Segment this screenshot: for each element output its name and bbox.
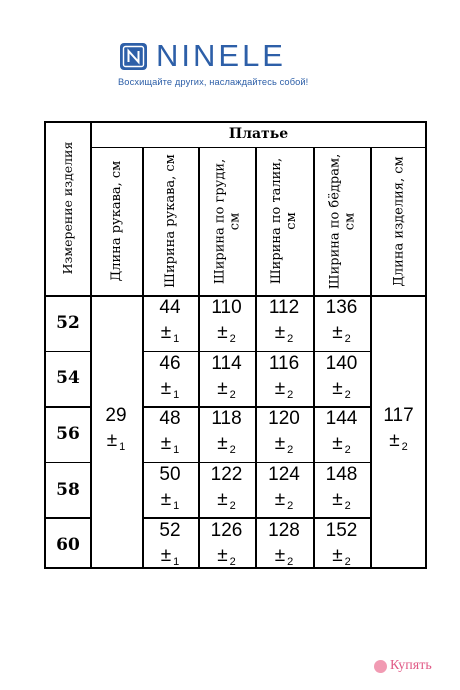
value-number: 116 (268, 352, 300, 374)
value-cell (255, 297, 313, 351)
value-cell (255, 353, 313, 407)
tolerance-value: 2 (229, 555, 236, 568)
value-cell (313, 519, 370, 573)
value-cell (313, 297, 370, 351)
column-header: Ширина рукава, см (162, 154, 178, 288)
size-label: 56 (56, 423, 80, 444)
tolerance-value: 2 (287, 333, 294, 346)
value-tolerance (275, 543, 294, 575)
corner-header: Измерение изделия (59, 141, 75, 275)
column-header: Ширина по груди, см (211, 158, 242, 284)
value-number: 48 (159, 408, 181, 430)
value-cell (198, 519, 255, 573)
plus-minus-sign: ± (217, 377, 228, 399)
plus-minus-sign: ± (389, 429, 400, 451)
value-cell (142, 408, 198, 462)
tolerance-value: 2 (344, 500, 351, 513)
tolerance-value: 2 (229, 388, 236, 401)
value-number: 44 (159, 297, 181, 319)
value-tolerance (275, 487, 294, 519)
value-cell (198, 464, 255, 518)
brand-tagline: Восхищайте других, наслаждайтесь собой! (118, 77, 309, 87)
value-tolerance (389, 428, 408, 460)
value-tolerance (161, 431, 180, 463)
value-cell (142, 297, 198, 351)
value-tolerance (275, 376, 294, 408)
value-cell (255, 408, 313, 462)
product-length-cell (370, 295, 427, 567)
plus-minus-sign: ± (274, 433, 286, 455)
value-number: 124 (268, 464, 300, 486)
size-label: 52 (56, 312, 80, 333)
value-number: 114 (211, 352, 242, 374)
value-tolerance (332, 320, 351, 352)
value-number: 128 (268, 519, 300, 541)
plus-minus-sign: ± (160, 377, 172, 399)
plus-minus-sign: ± (274, 544, 286, 566)
value-number: 118 (211, 408, 242, 430)
value-number: 117 (383, 404, 414, 426)
plus-minus-sign: ± (160, 433, 172, 455)
tolerance-value: 2 (287, 555, 294, 568)
plus-minus-sign: ± (160, 544, 172, 566)
value-number: 152 (325, 519, 358, 541)
plus-minus-sign: ± (332, 322, 343, 344)
value-number: 110 (211, 297, 242, 319)
value-cell (198, 297, 255, 351)
plus-minus-sign: ± (217, 544, 228, 566)
tolerance-value: 2 (344, 444, 351, 457)
watermark-text: Купять (390, 658, 432, 673)
tolerance-value: 2 (344, 388, 351, 401)
value-number: 140 (325, 352, 358, 374)
sleeve-length-cell (90, 295, 142, 567)
plus-minus-sign: ± (217, 433, 228, 455)
column-header: Ширина по талии, см (269, 157, 299, 285)
plus-minus-sign: ± (332, 489, 343, 511)
kupit-watermark (374, 658, 446, 676)
value-cell (142, 353, 198, 407)
value-number: 120 (268, 408, 300, 430)
tolerance-value: 2 (229, 444, 236, 457)
logo-mark-icon (120, 43, 147, 70)
value-tolerance (107, 428, 126, 460)
tolerance-value: 2 (287, 500, 294, 513)
value-number: 126 (210, 519, 243, 541)
value-number: 122 (210, 464, 243, 486)
table-title: Платье (228, 126, 289, 142)
value-cell (198, 408, 255, 462)
plus-minus-sign: ± (160, 322, 172, 344)
value-number: 29 (105, 404, 127, 426)
plus-minus-sign: ± (332, 433, 343, 455)
value-tolerance (332, 376, 351, 408)
value-cell (142, 464, 198, 518)
tolerance-value: 1 (173, 333, 180, 346)
tolerance-value: 1 (173, 388, 180, 401)
size-label: 54 (56, 368, 80, 389)
value-tolerance (217, 431, 236, 463)
value-tolerance (217, 543, 236, 575)
plus-minus-sign: ± (332, 377, 343, 399)
value-number: 144 (325, 408, 358, 430)
flower-icon (374, 660, 387, 673)
value-tolerance (217, 487, 236, 519)
value-number: 136 (325, 297, 358, 319)
value-number: 46 (159, 352, 181, 374)
tolerance-value: 1 (119, 440, 126, 453)
plus-minus-sign: ± (274, 322, 286, 344)
tolerance-value: 2 (229, 500, 236, 513)
tolerance-value: 2 (287, 444, 294, 457)
plus-minus-sign: ± (217, 322, 228, 344)
value-cell (313, 353, 370, 407)
plus-minus-sign: ± (274, 489, 286, 511)
size-label: 58 (56, 479, 80, 500)
plus-minus-sign: ± (217, 489, 228, 511)
tolerance-value: 2 (344, 333, 351, 346)
value-number: 52 (159, 519, 181, 541)
brand-name: NINELE (156, 38, 286, 73)
plus-minus-sign: ± (160, 489, 172, 511)
plus-minus-sign: ± (106, 429, 118, 451)
value-cell (313, 408, 370, 462)
brand-logo (118, 38, 348, 93)
column-header: Ширина по бёдрам, см (326, 153, 357, 289)
value-tolerance (332, 543, 351, 575)
value-cell (255, 464, 313, 518)
plus-minus-sign: ± (274, 377, 286, 399)
value-tolerance (217, 376, 236, 408)
value-tolerance (332, 487, 351, 519)
tolerance-value: 1 (173, 444, 180, 457)
value-tolerance (161, 320, 180, 352)
value-cell (142, 519, 198, 573)
value-number: 112 (268, 297, 300, 319)
plus-minus-sign: ± (332, 544, 343, 566)
column-header: Длина рукава, см (108, 160, 124, 282)
value-tolerance (275, 320, 294, 352)
value-tolerance (332, 431, 351, 463)
tolerance-value: 1 (173, 555, 180, 568)
tolerance-value: 2 (401, 440, 408, 453)
column-header: Длина изделия, см (391, 155, 406, 287)
tolerance-value: 1 (173, 500, 180, 513)
tolerance-value: 2 (287, 388, 294, 401)
value-cell (313, 464, 370, 518)
tolerance-value: 2 (229, 333, 236, 346)
value-tolerance (161, 487, 180, 519)
value-tolerance (275, 431, 294, 463)
value-tolerance (161, 543, 180, 575)
value-tolerance (161, 376, 180, 408)
value-number: 50 (159, 464, 181, 486)
value-number: 148 (325, 464, 358, 486)
value-cell (198, 353, 255, 407)
value-tolerance (217, 320, 236, 352)
value-cell (255, 519, 313, 573)
tolerance-value: 2 (344, 555, 351, 568)
size-label: 60 (56, 535, 80, 556)
